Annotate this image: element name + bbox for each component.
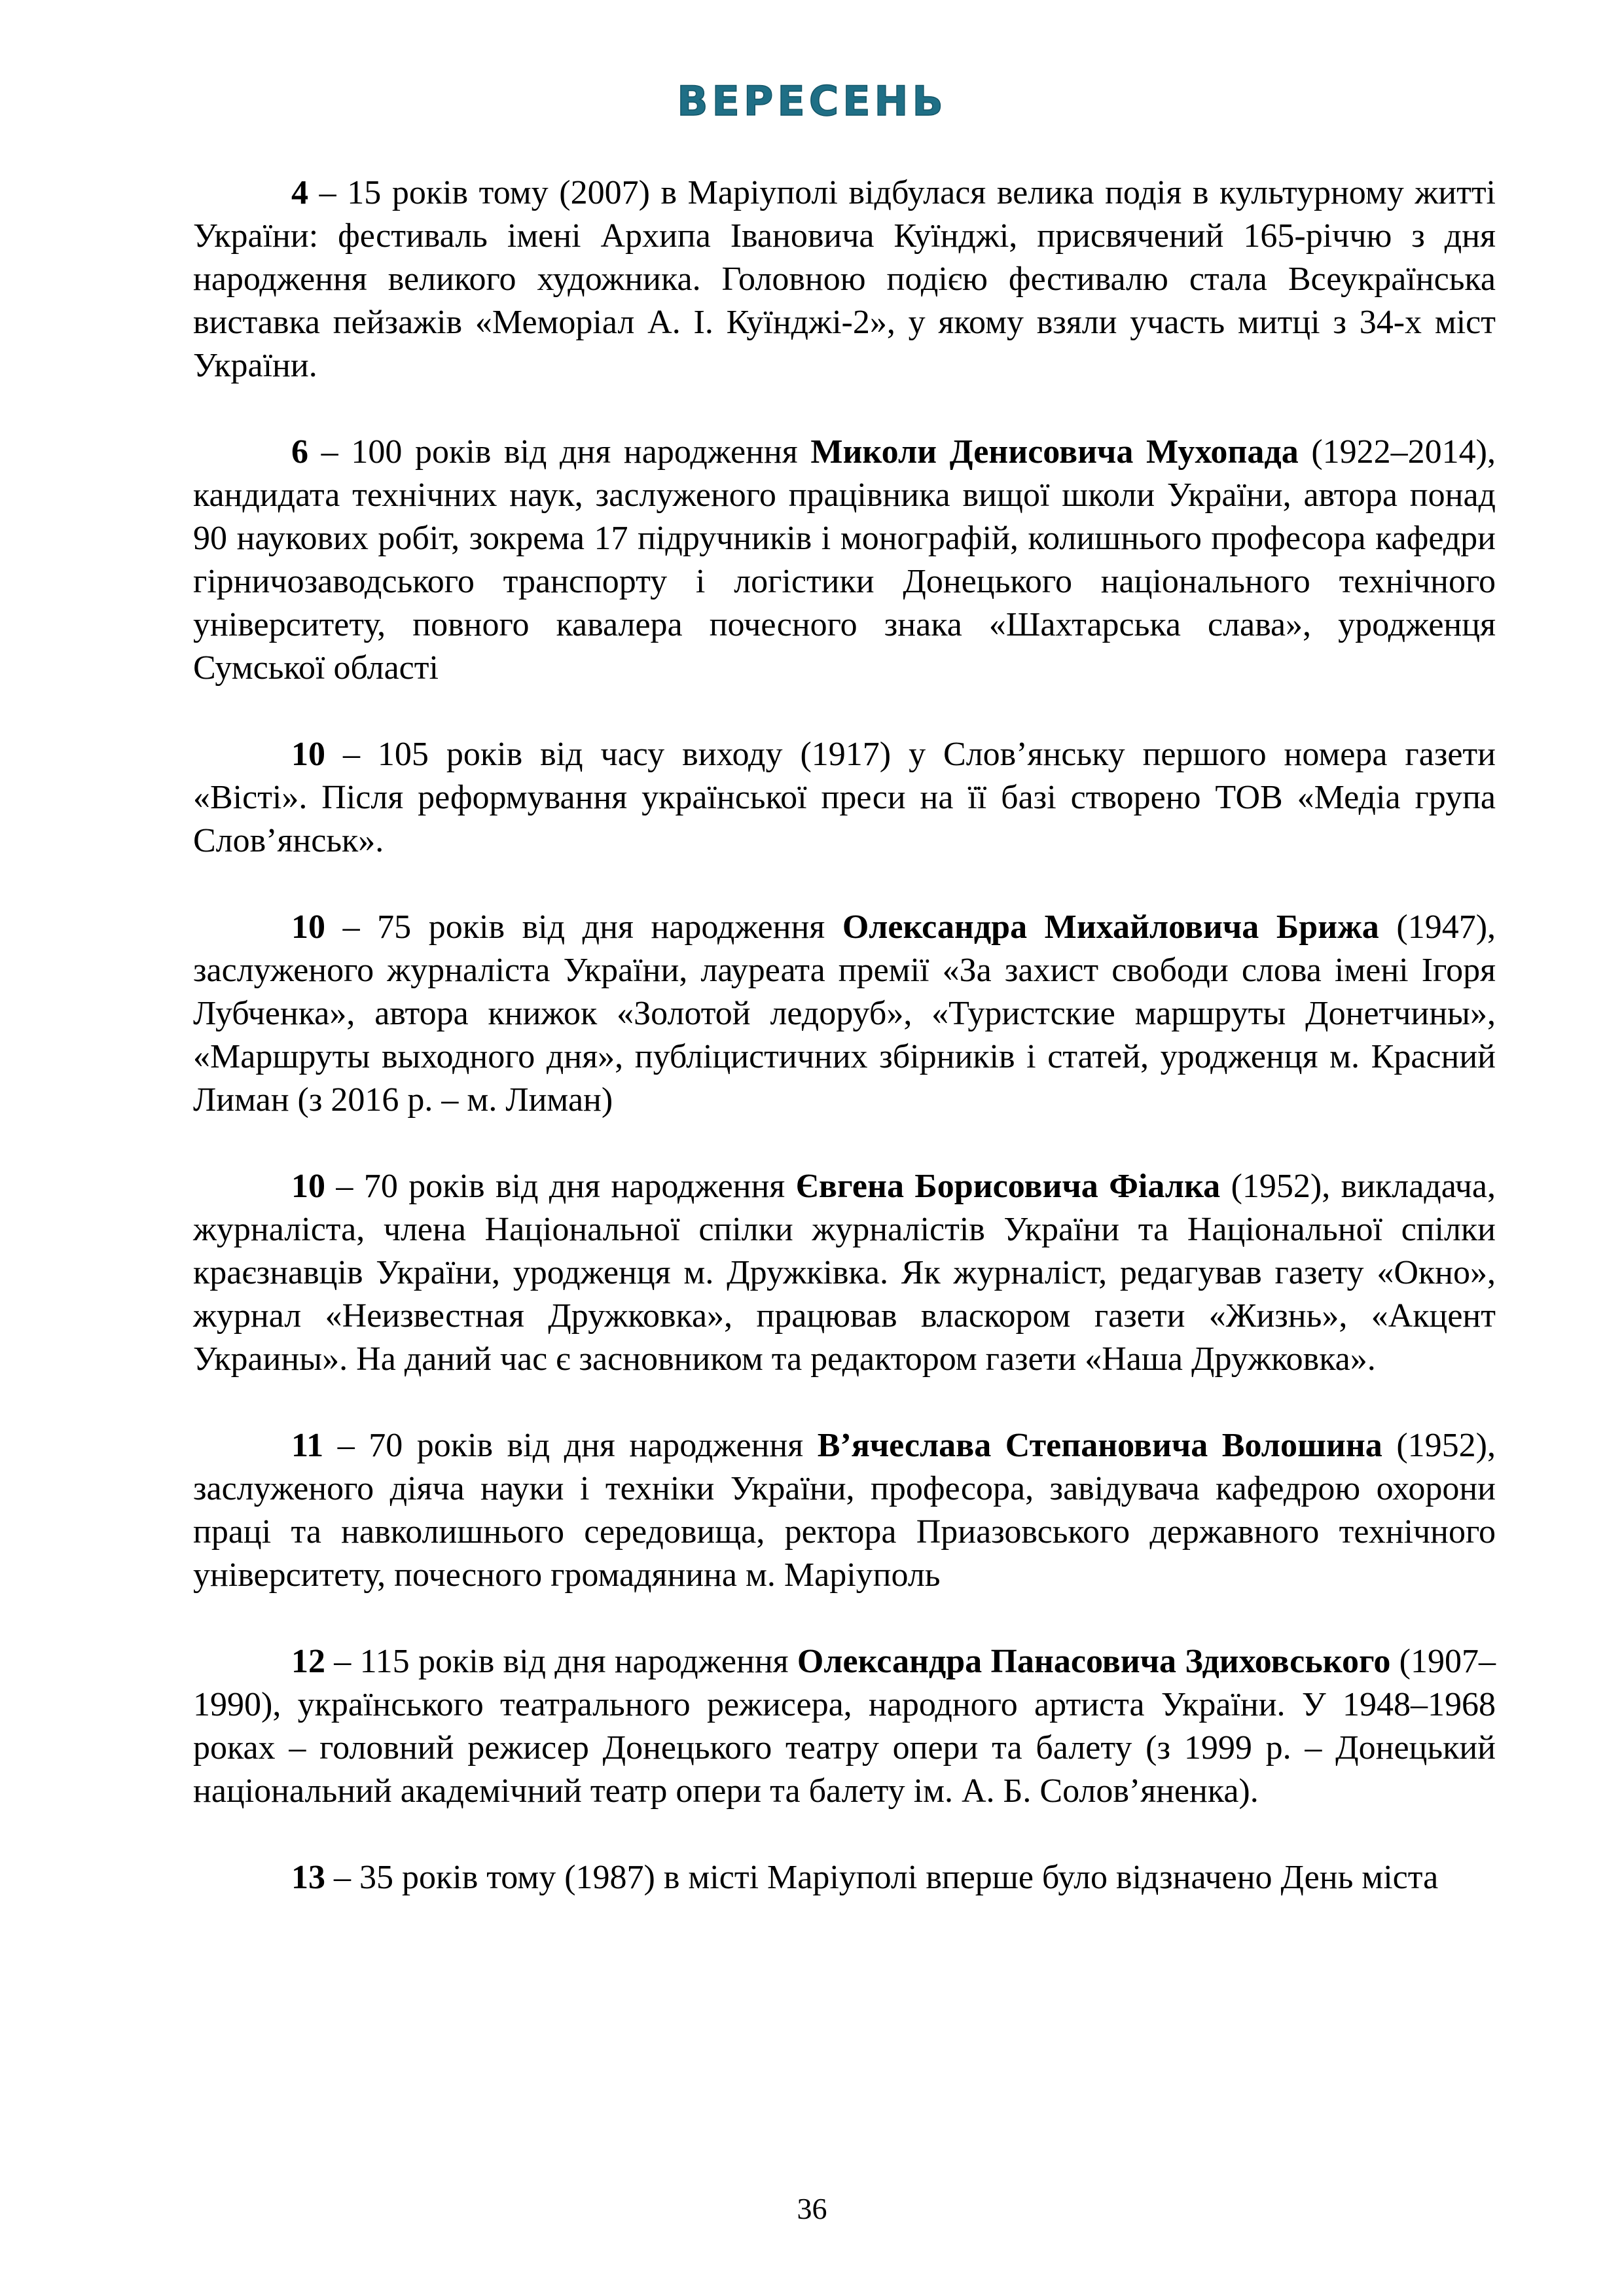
month-title: ВЕРЕСЕНЬ <box>677 77 947 125</box>
entry-text: (1907–1990), українського театрального режисера, народного артиста України. У 1948–1968 роках – головний режисер Донецького театру опери та балету (з 1999 р. – Донецький національний академічний театр опери та балету ім. А. Б. Солов’яненка). <box>193 1643 1496 1810</box>
entry-text: (1952), заслуженого діяча науки і техніки України, професора, завідувача кафедрою охорони праці та навколишнього середовища, ректора Приазовського державного технічного університету, почесного громадянина м. Маріуполь <box>193 1427 1496 1594</box>
entry-text: – 35 років тому (1987) в місті Маріуполі вперше було відзначено День міста <box>325 1859 1439 1896</box>
entry-day: 6 <box>291 433 308 471</box>
calendar-entry <box>193 1856 1496 1899</box>
calendar-entry <box>193 1165 1496 1381</box>
calendar-entry <box>193 906 1496 1122</box>
entry-text: – 15 років тому (2007) в Маріуполі відбулася велика подія в культурному житті України: фестиваль імені Архипа Івановича Куїнджі, присвячений 165-річчю з дня народження великого художника. Головною подією фестивалю стала Всеукраїнська виставка пейзажів «Меморіал А. І. Куїнджі-2», у якому взяли участь митці з 34-х міст України. <box>193 174 1496 384</box>
entry-text: – 105 років від часу виходу (1917) у Слов’янську першого номера газети «Вісті». Після реформування української преси на її базі створено ТОВ «Медіа група Слов’янськ». <box>193 736 1496 859</box>
entry-text: – 70 років від дня народження <box>323 1427 818 1464</box>
entry-text: (1952), викладача, журналіста, члена Національної спілки журналістів України та Національної спілки краєзнавців України, уродженця м. Дружківка. Як журналіст, редагував газету «Окно», журнал «Неизвестная Дружковка», працював власкором газети «Жизнь», «Акцент Украины». На даний час є засновником та редактором газети «Наша Дружковка». <box>193 1168 1496 1378</box>
calendar-entries <box>193 171 1496 1943</box>
entry-text: (1922–2014), кандидата технічних наук, заслуженого працівника вищої школи України, автора понад 90 наукових робіт, зокрема 17 підручників і монографій, колишнього професора кафедри гірничозаводського транспорту і логістики Донецького національного технічного університету, повного кавалера почесного знака «Шахтарська слава», уродженця Сумської області <box>193 433 1496 687</box>
entry-day: 12 <box>291 1643 325 1680</box>
entry-text: – 75 років від дня народження <box>325 908 842 946</box>
entry-day: 10 <box>291 908 325 946</box>
entry-text: – 100 років від дня народження <box>308 433 811 471</box>
entry-day: 4 <box>291 174 308 211</box>
entry-person-name: Євгена Борисовича Фіалка <box>795 1168 1221 1205</box>
entry-person-name: В’ячеслава Степановича Волошина <box>817 1427 1382 1464</box>
entry-text: – 115 років від дня народження <box>325 1643 797 1680</box>
calendar-entry <box>193 171 1496 387</box>
entry-text: – 70 років від дня народження <box>325 1168 796 1205</box>
entry-person-name: Миколи Денисовича Мухопада <box>810 433 1299 471</box>
entry-day: 10 <box>291 1168 325 1205</box>
entry-person-name: Олександра Михайловича Брижа <box>842 908 1379 946</box>
entry-day: 10 <box>291 736 325 773</box>
calendar-entry <box>193 1424 1496 1597</box>
entry-day: 13 <box>291 1859 325 1896</box>
entry-person-name: Олександра Панасовича Здиховського <box>797 1643 1391 1680</box>
entry-text: (1947), заслуженого журналіста України, лауреата премії «За захист свободи слова імені Ігоря Лубченка», автора книжок «Золотой ледоруб», «Туристские маршруты Донетчины», «Маршруты выходного дня», публіцистичних збірників і статей, уродженця м. Красний Лиман (з 2016 р. – м. Лиман) <box>193 908 1496 1119</box>
page-number: 36 <box>797 2192 827 2225</box>
entry-day: 11 <box>291 1427 324 1464</box>
calendar-entry <box>193 1640 1496 1813</box>
calendar-entry <box>193 431 1496 690</box>
calendar-entry <box>193 733 1496 863</box>
